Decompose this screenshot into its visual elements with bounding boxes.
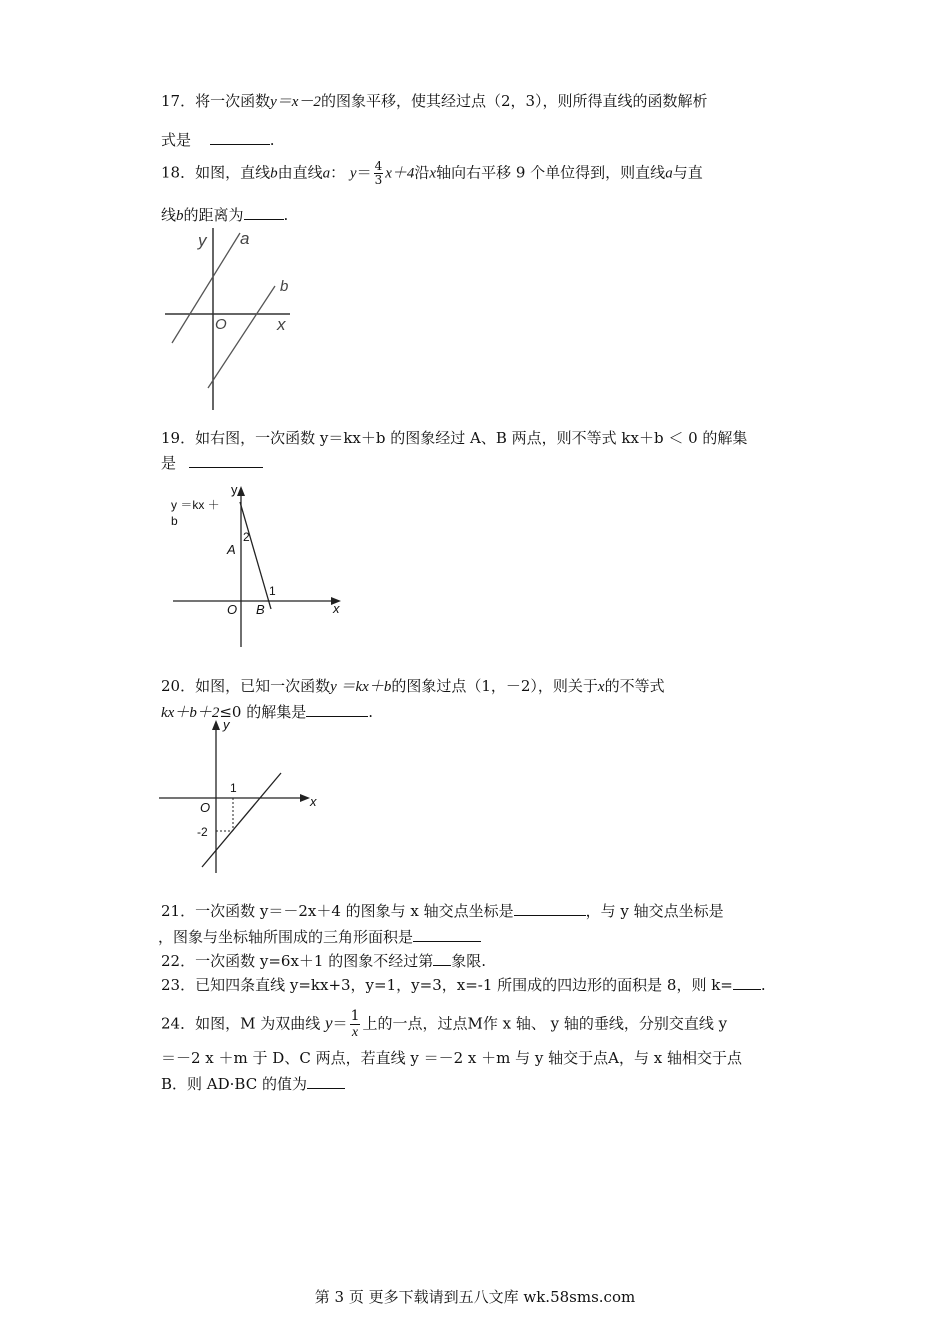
label-x: x	[333, 601, 340, 616]
label-y: y	[231, 482, 238, 497]
q21-blank-area	[413, 927, 481, 942]
label-A: A	[227, 542, 236, 557]
q19-line2: 是	[161, 452, 263, 473]
q24-line3: B．则 AD·BC 的值为	[161, 1073, 345, 1094]
label-x: x	[277, 315, 286, 334]
q20-line1: 20．如图，已知一次函数y ＝kx＋b的图象过点（1，－2），则关于x的不等式	[161, 677, 665, 695]
q19-answer-blank	[189, 453, 263, 468]
q18-fraction: $\frac{4}{3}$	[374, 159, 383, 187]
x-axis-arrow	[300, 794, 310, 802]
label-O: O	[200, 800, 211, 815]
figure-18	[160, 228, 300, 413]
y-axis-arrow	[237, 486, 245, 496]
q18-line1: 18．如图，直线b由直线a： y＝ $\frac{4}{3}$ x＋4沿x轴向右平移 9 个单位得到，则直线a与直	[161, 159, 703, 187]
q17-line1: 17．将一次函数y＝x－2的图象平移，使其经过点（2，3），则所得直线的函数解析	[161, 92, 708, 110]
label-B: B	[256, 602, 265, 617]
q24-line2: ＝－2 x ＋m 于 D、C 两点，若直线 y ＝－2 x ＋m 与 y 轴交于点A，与 x 轴相交于点	[161, 1049, 742, 1067]
q23-line: 23．已知四条直线 y=kx+3，y=1，y=3，x=-1 所围成的四边形的面积是 8，则 k= .	[161, 976, 766, 994]
label-origin: O	[215, 316, 227, 333]
q23-answer-blank	[733, 975, 761, 990]
line-b	[208, 286, 275, 388]
figure-20	[155, 715, 325, 880]
figure-19	[165, 482, 350, 652]
q21-line2: ，图象与坐标轴所围成的三角形面积是	[158, 926, 481, 947]
q17-answer-blank	[210, 130, 270, 145]
q24-answer-blank	[307, 1074, 345, 1089]
y-axis-arrow	[212, 720, 220, 730]
q24-line1: 24．如图，M 为双曲线 y＝ $\frac{1}{x}$ 上的一点，过点M作 x 轴、 y 轴的垂线，分别交直线 y	[161, 1008, 728, 1040]
q19-line1: 19．如右图，一次函数 y＝kx＋b 的图象经过 A、B 两点，则不等式 kx＋b ＜ 0 的解集	[161, 429, 748, 447]
q22-answer-blank	[433, 951, 451, 966]
label-O: O	[227, 602, 238, 617]
label-x: x	[310, 794, 317, 809]
page-footer: 第 3 页 更多下载请到五八文库 wk.58sms.com	[314, 1288, 636, 1306]
label-y: y	[198, 231, 207, 250]
label-neg2: -2	[197, 825, 208, 839]
function-line	[202, 773, 281, 867]
q21-blank-x	[514, 901, 586, 916]
label-2: 2	[243, 530, 250, 544]
q21-line1: 21．一次函数 y＝－2x＋4 的图象与 x 轴交点坐标是 ，与 y 轴交点坐标是	[161, 902, 724, 920]
label-a: a	[240, 229, 250, 248]
label-1: 1	[269, 584, 276, 598]
function-line	[240, 502, 271, 609]
label-y: y	[223, 717, 230, 732]
label-b: b	[280, 278, 289, 295]
q17-line2: 式是 .	[161, 131, 275, 149]
q22-line: 22．一次函数 y=6x＋1 的图象不经过第 象限.	[161, 952, 486, 970]
q18-line2: 线b的距离为 .	[161, 206, 289, 224]
label-function-b: b	[171, 514, 178, 528]
q18-answer-blank	[244, 205, 284, 220]
label-1: 1	[230, 781, 237, 795]
q20-line2: kx＋b＋2≤0 的解集是 .	[161, 703, 373, 721]
q24-fraction: $\frac{1}{x}$	[350, 1008, 360, 1040]
label-function: y ＝kx ＋	[171, 498, 220, 512]
